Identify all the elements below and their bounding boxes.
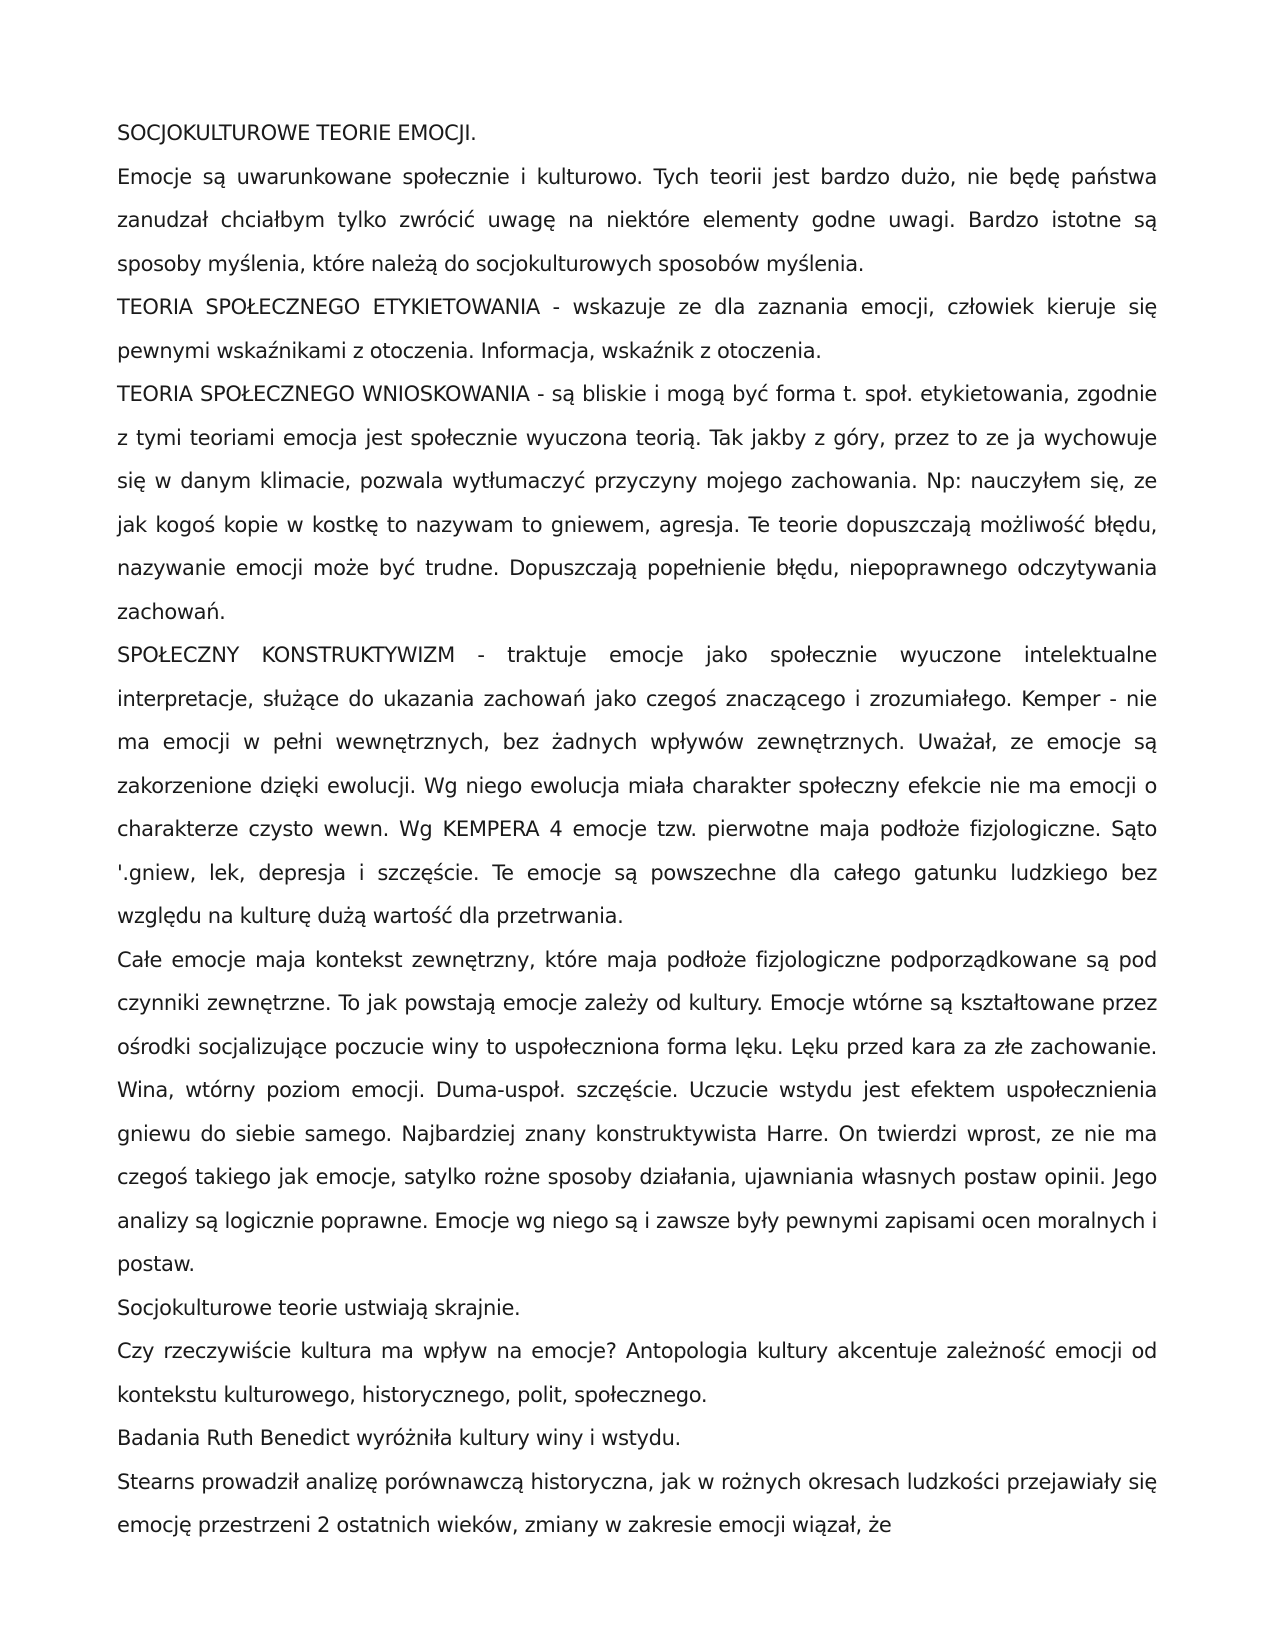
- paragraph-labeling-theory: TEORIA SPOŁECZNEGO ETYKIETOWANIA - wskazuje ze dla zaznania emocji, człowiek kieruje się pewnymi wskaźnikami z otoczenia. Informacja, wskaźnik z otoczenia.: [117, 295, 1157, 363]
- document-title: SOCJOKULTUROWE TEORIE EMOCJI.: [117, 121, 477, 145]
- paragraph-intro: Emocje są uwarunkowane społecznie i kulturowo. Tych teorii jest bardzo dużo, nie będę państwa zanudzał chciałbym tylko zwrócić uwagę na niektóre elementy godne uwagi. Bardzo istotne są sposoby myślenia, które należą do socjokulturowych sposobów myślenia.: [117, 164, 1157, 276]
- paragraph-inference-theory: TEORIA SPOŁECZNEGO WNIOSKOWANIA - są bliskie i mogą być forma t. społ. etykietowania, zgodnie z tymi teoriami emocja jest społecznie wyuczona teorią. Tak jakby z góry, przez to ze ja wychowuje się w danym klimacie, pozwala wytłumaczyć przyczyny mojego zachowania. Np: nauczyłem się, ze jak kogoś kopie w kostkę to nazywam to gniewem, agresja. Te teorie dopuszczają możliwość błędu, nazywanie emocji może być trudne. Dopuszczają popełnienie błędu, niepoprawnego odczytywania zachowań.: [117, 382, 1157, 624]
- paragraph-benedict: Badania Ruth Benedict wyróżniła kultury winy i wstydu.: [117, 1426, 681, 1450]
- paragraph-sociocultural-summary: Socjokulturowe teorie ustwiają skrajnie.: [117, 1295, 521, 1320]
- paragraph-social-constructivism: SPOŁECZNY KONSTRUKTYWIZM - traktuje emocje jako społecznie wyuczone intelektualne interpretacje, służące do ukazania zachowań jako czegoś znaczącego i zrozumiałego. Kemper - nie ma emocji w pełni wewnętrznych, bez żadnych wpływów zewnętrznych. Uważał, ze emocje są zakorzenione dzięki ewolucji. Wg niego ewolucja miała charakter społeczny efekcie nie ma emocji o charakterze czysto wewn. Wg KEMPERA 4 emocje tzw. pierwotne maja podłoże fizjologiczne. Sąto '.gniew, lek, depresja i szczęście. Te emocje są powszechne dla całego gatunku ludzkiego bez względu na kulturę dużą wartość dla przetrwania.: [117, 643, 1157, 928]
- paragraph-culture-influence: Czy rzeczywiście kultura ma wpływ na emocje? Antopologia kultury akcentuje zależność emocji od kontekstu kulturowego, historycznego, polit, społecznego.: [117, 1339, 1157, 1407]
- paragraph-stearns: Stearns prowadził analizę porównawczą historyczna, jak w rożnych okresach ludzkości przejawiały się emocję przestrzeni 2 ostatnich wieków, zmiany w zakresie emocji wiązał, że: [117, 1469, 1157, 1537]
- document-body: [117, 112, 1157, 1548]
- paragraph-external-context: Całe emocje maja kontekst zewnętrzny, które maja podłoże fizjologiczne podporządkowane są pod czynniki zewnętrzne. To jak powstają emocje zależy od kultury. Emocje wtórne są kształtowane przez ośrodki socjalizujące poczucie winy to uspołeczniona forma lęku. Lęku przed kara za złe zachowanie. Wina, wtórny poziom emocji. Duma-uspoł. szczęście. Uczucie wstydu jest efektem uspołecznienia gniewu do siebie samego. Najbardziej znany konstruktywista Harre. On twierdzi wprost, ze nie ma czegoś takiego jak emocje, satylko rożne sposoby działania, ujawniania własnych postaw opinii. Jego analizy są logicznie poprawne. Emocje wg niego są i zawsze były pewnymi zapisami ocen moralnych i postaw.: [117, 947, 1157, 1276]
